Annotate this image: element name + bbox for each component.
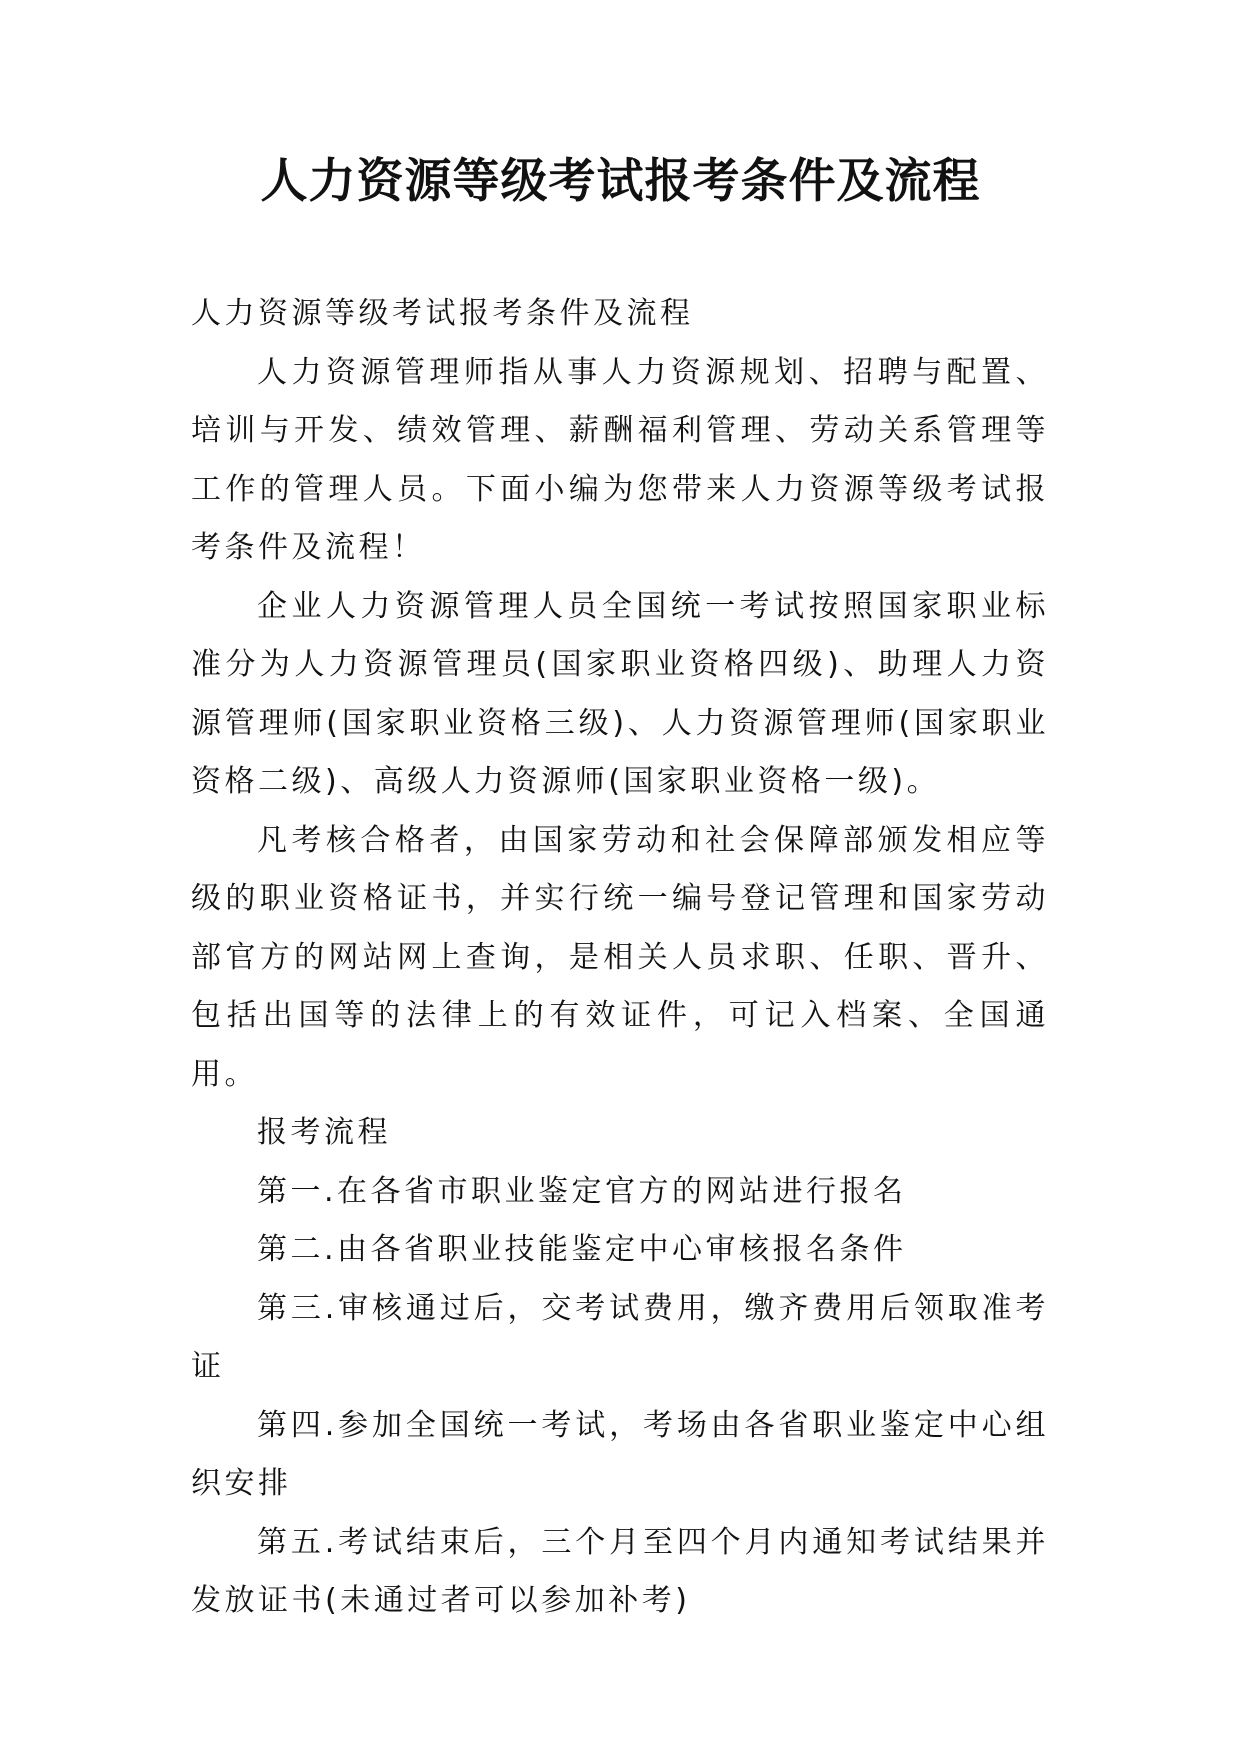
- step-item: 第三.审核通过后，交考试费用，缴齐费用后领取准考证: [191, 1290, 1049, 1384]
- paragraph-intro: 人力资源管理师指从事人力资源规划、招聘与配置、培训与开发、绩效管理、薪酬福利管理、劳动关系管理等工作的管理人员。下面小编为您带来人力资源等级考试报考条件及流程！: [191, 354, 1049, 565]
- document-body: [191, 285, 1049, 1631]
- process-heading: 报考流程: [257, 1115, 391, 1150]
- step-item: 第一.在各省市职业鉴定官方的网站进行报名: [257, 1173, 907, 1209]
- document-subtitle: 人力资源等级考试报考条件及流程: [191, 296, 694, 331]
- step-item: 第四.参加全国统一考试，考场由各省职业鉴定中心组织安排: [191, 1407, 1049, 1501]
- paragraph-certificate: 凡考核合格者，由国家劳动和社会保障部颁发相应等级的职业资格证书，并实行统一编号登记管理和国家劳动部官方的网站网上查询，是相关人员求职、任职、晋升、包括出国等的法律上的有效证件，可记入档案、全国通用。: [191, 822, 1049, 1092]
- step-item: 第五.考试结束后，三个月至四个月内通知考试结果并发放证书(未通过者可以参加补考): [191, 1524, 1049, 1618]
- step-item: 第二.由各省职业技能鉴定中心审核报名条件: [257, 1232, 907, 1267]
- document-title: 人力资源等级考试报考条件及流程: [260, 154, 981, 209]
- paragraph-levels: 企业人力资源管理人员全国统一考试按照国家职业标准分为人力资源管理员(国家职业资格四级)、助理人力资源管理师(国家职业资格三级)、人力资源管理师(国家职业资格二级)、高级人力资源师(国家职业资格一级)。: [191, 588, 1049, 799]
